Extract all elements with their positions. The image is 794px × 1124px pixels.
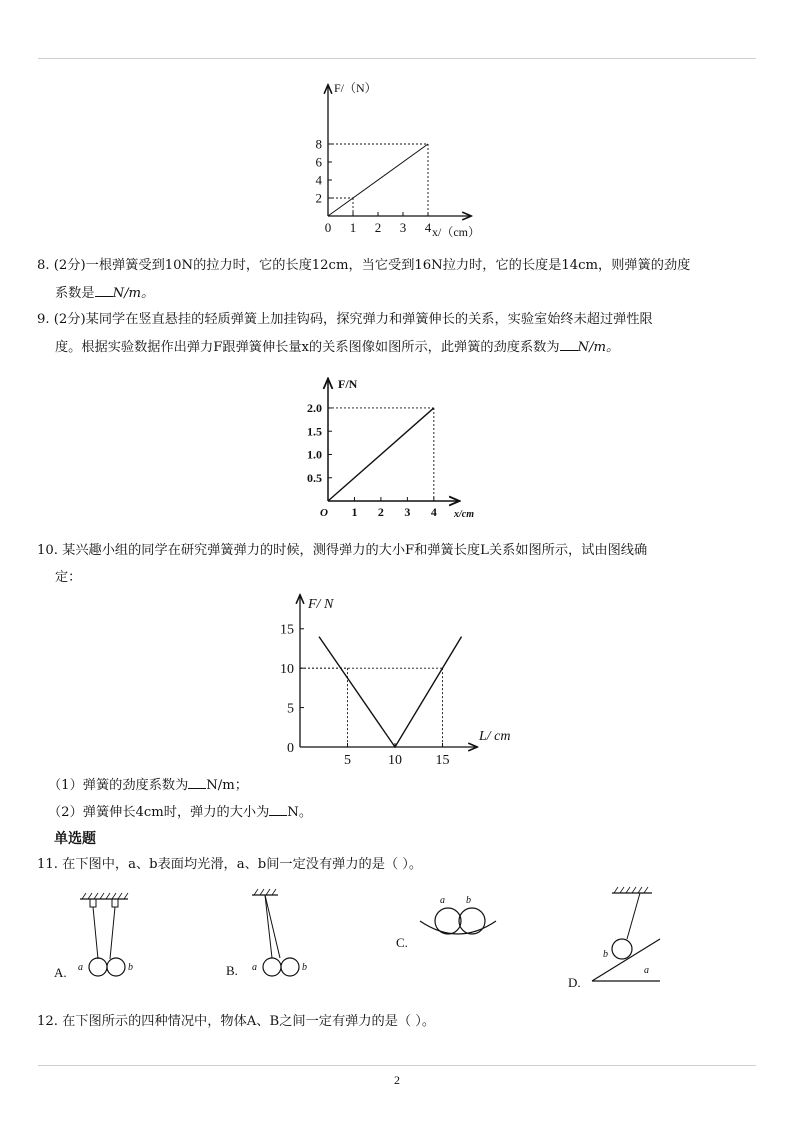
chart3-xlabel: L/ cm: [479, 729, 511, 744]
figure-b: [226, 889, 307, 978]
q10-line1: 10. 某兴趣小组的同学在研究弹簧弹力的时候，测得弹力的大小F和弹簧长度L关系如图所示，试由图线确: [37, 543, 648, 558]
question-9: [37, 312, 653, 356]
chart2-xtick-label: 1: [351, 505, 358, 519]
ball-b-icon: [107, 958, 125, 976]
chart3-xtick-label: 5: [344, 753, 351, 768]
q10-line2: 定：: [55, 570, 82, 585]
chart2-xtick-label: 4: [430, 505, 437, 519]
chart3-ytick-label: 10: [280, 662, 294, 678]
svg-text:a: a: [440, 895, 445, 906]
q10-sub1-blank[interactable]: [188, 777, 206, 789]
q10-sub2: [48, 801, 312, 820]
chart3-ytick-label: 15: [280, 622, 294, 638]
chart2-ytick-label: 1.0: [307, 447, 322, 462]
option-d-label: D.: [568, 975, 581, 990]
question-12: 12. 在下图所示的四种情况中，物体A、B之间一定有弹力的是（ ）。: [37, 1014, 436, 1029]
chart1-xtick-label: 2: [374, 220, 382, 235]
page-number: 2: [394, 1073, 400, 1087]
q9-line2-pre: 度。根据实验数据作出弹力F跟弹簧伸长量x的关系图像如图所示，此弹簧的劲度系数为: [55, 340, 560, 355]
figure-c: [396, 895, 496, 950]
chart-1: [300, 76, 500, 240]
chart1-xlabel: x/（cm）: [432, 225, 480, 239]
ball-a-icon: [89, 958, 107, 976]
section-title: 单选题: [54, 831, 96, 847]
question-8: [37, 258, 690, 302]
q8-answer-blank[interactable]: [95, 285, 113, 297]
chart-3: [276, 592, 526, 768]
chart1-ylabel: F/（N）: [334, 81, 377, 95]
figure-a: [54, 893, 133, 980]
svg-text:b: b: [466, 895, 471, 906]
chart3-series-line: [319, 637, 462, 747]
q10-sub2-pre: （2）弹簧伸长4cm时，弹力的大小为: [48, 805, 270, 820]
chart1-ytick-label: 4: [315, 172, 322, 188]
q10-sub1-post: N/m；: [206, 778, 248, 793]
q10-sub1-pre: （1）弹簧的劲度系数为: [48, 778, 189, 793]
chart2-ytick-label: 0.5: [307, 470, 322, 485]
q8-line2-post: N/m。: [112, 286, 155, 301]
chart2-ytick-label: 2.0: [307, 401, 322, 416]
chart2-xtick-label: 2: [377, 505, 384, 519]
question-10: [37, 543, 647, 586]
svg-text:a: a: [252, 962, 257, 973]
chart3-ytick-label: 0: [287, 740, 294, 756]
footer-rule: [38, 1065, 756, 1066]
question-11: 11. 在下图中，a、b表面均光滑，a、b间一定没有弹力的是（ ）。: [37, 857, 423, 872]
q10-sub2-post: N。: [287, 805, 313, 820]
chart2-ylabel: F/N: [338, 377, 358, 391]
q9-answer-blank[interactable]: [560, 339, 578, 351]
chart1-ytick-label: 8: [315, 136, 322, 152]
q10-sub1: [48, 774, 248, 793]
chart1-xtick-label: 1: [349, 220, 357, 235]
chart1-ytick-label: 6: [315, 154, 322, 170]
chart1-xtick-label: 3: [399, 220, 407, 235]
chart3-ylabel: F/ N: [308, 597, 334, 612]
chart3-ytick-label: 5: [287, 701, 294, 717]
q9-line2-post: N/m。: [577, 340, 620, 355]
q9-line1: 9. (2分)某同学在竖直悬挂的轻质弹簧上加挂钩码，探究弹力和弹簧伸长的关系，实验室始终未超过弹性限: [37, 312, 653, 327]
svg-text:a: a: [644, 965, 649, 976]
chart1-series-line: [328, 144, 428, 216]
chart3-xtick-label: 10: [388, 753, 402, 768]
figure-d: [568, 887, 660, 990]
svg-text:a: a: [78, 962, 83, 973]
chart2-series-line: [328, 408, 434, 501]
chart2-origin-label: O: [320, 507, 328, 519]
chart1-xtick-label: 0: [324, 220, 332, 235]
header-rule: [38, 58, 756, 59]
chart1-xtick-label: 4: [424, 220, 432, 235]
chart1-ytick-label: 2: [315, 190, 322, 206]
q11-figures: [40, 885, 680, 995]
option-a-label: A.: [54, 965, 67, 980]
chart-2: [296, 374, 496, 524]
svg-text:b: b: [603, 949, 608, 960]
svg-text:b: b: [302, 962, 307, 973]
chart2-xlabel: x/cm: [454, 509, 474, 520]
option-c-label: C.: [396, 935, 408, 950]
q8-line2-pre: 系数是: [55, 286, 95, 301]
option-b-label: B.: [226, 963, 238, 978]
q8-line1: 8. (2分)一根弹簧受到10N的拉力时，它的长度12cm，当它受到16N拉力时，它的长度是14cm，则弹簧的劲度: [37, 258, 691, 273]
chart2-xtick-label: 3: [404, 505, 411, 519]
chart2-ytick-label: 1.5: [307, 424, 322, 439]
q10-sub2-blank[interactable]: [269, 804, 287, 816]
svg-text:b: b: [128, 962, 133, 973]
chart3-xtick-label: 15: [435, 753, 450, 768]
